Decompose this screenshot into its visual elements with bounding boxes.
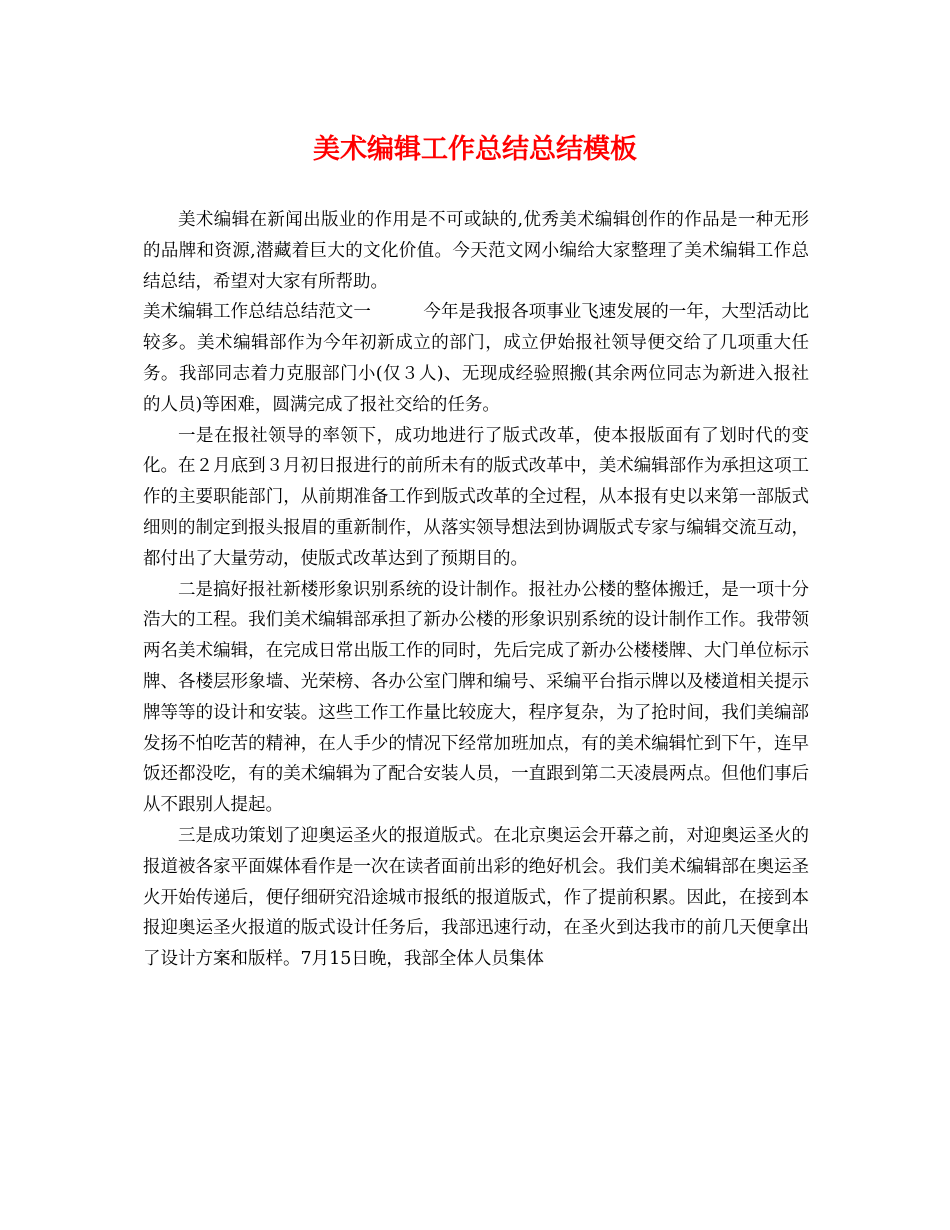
paragraph-point-two: 二是搞好报社新楼形象识别系统的设计制作。报社办公楼的整体搬迁，是一项十分浩大的工程。我们美术编辑部承担了新办公楼的形象识别系统的设计制作工作。我带领两名美术编辑，在完成日常出版工作的同时，先后完成了新办公楼楼牌、大门单位标示牌、各楼层形象墙、光荣榜、各办公室门牌和编号、采编平台指示牌以及楼道相关提示牌等等的设计和安装。这些工作工作量比较庞大，程序复杂，为了抢时间，我们美编部发扬不怕吃苦的精神，在人手少的情况下经常加班加点，有的美术编辑忙到下午，连早饭还都没吃，有的美术编辑为了配合安装人员，一直跟到第二天凌晨两点。但他们事后从不跟别人提起。 xyxy=(143,579,809,816)
paragraph-point-one: 一是在报社领导的率领下，成功地进行了版式改革，使本报版面有了划时代的变化。在２月底到３月初日报进行的前所未有的版式改革中，美术编辑部作为承担这项工作的主要职能部门，从前期准备工作到版式改革的全过程，从本报有史以来第一部版式细则的制定到报头报眉的重新制作，从落实领导想法到协调版式专家与编辑交流互动，都付出了大量劳动，使版式改革达到了预期目的。 xyxy=(143,425,809,569)
paragraph-intro: 美术编辑在新闻出版业的作用是不可或缺的,优秀美术编辑创作的作品是一种无形的品牌和资源,潜藏着巨大的文化价值。今天范文网小编给大家整理了美术编辑工作总结总结，希望对大家有所帮助。 xyxy=(143,210,809,292)
document-title: 美术编辑工作总结总结模板 xyxy=(313,134,637,165)
paragraph-point-three: 三是成功策划了迎奥运圣火的报道版式。在北京奥运会开幕之前，对迎奥运圣火的报道被各家平面媒体看作是一次在读者面前出彩的绝好机会。我们美术编辑部在奥运圣火开始传递后，便仔细研究沿途城市报纸的报道版式，作了提前积累。因此，在接到本报迎奥运圣火报道的版式设计任务后，我部迅速行动，在圣火到达我市的前几天便拿出了设计方案和版样。7月15日晚，我部全体人员集体 xyxy=(143,825,809,970)
document-body xyxy=(143,205,809,975)
paragraph-sample-one: 美术编辑工作总结总结范文一 今年是我报各项事业飞速发展的一年，大型活动比较多。美术编辑部作为今年初新成立的部门，成立伊始报社领导便交给了几项重大任务。我部同志着力克服部门小(仅３人)、无现成经验照搬(其余两位同志为新进入报社的人员)等困难，圆满完成了报社交给的任务。 xyxy=(143,302,809,415)
